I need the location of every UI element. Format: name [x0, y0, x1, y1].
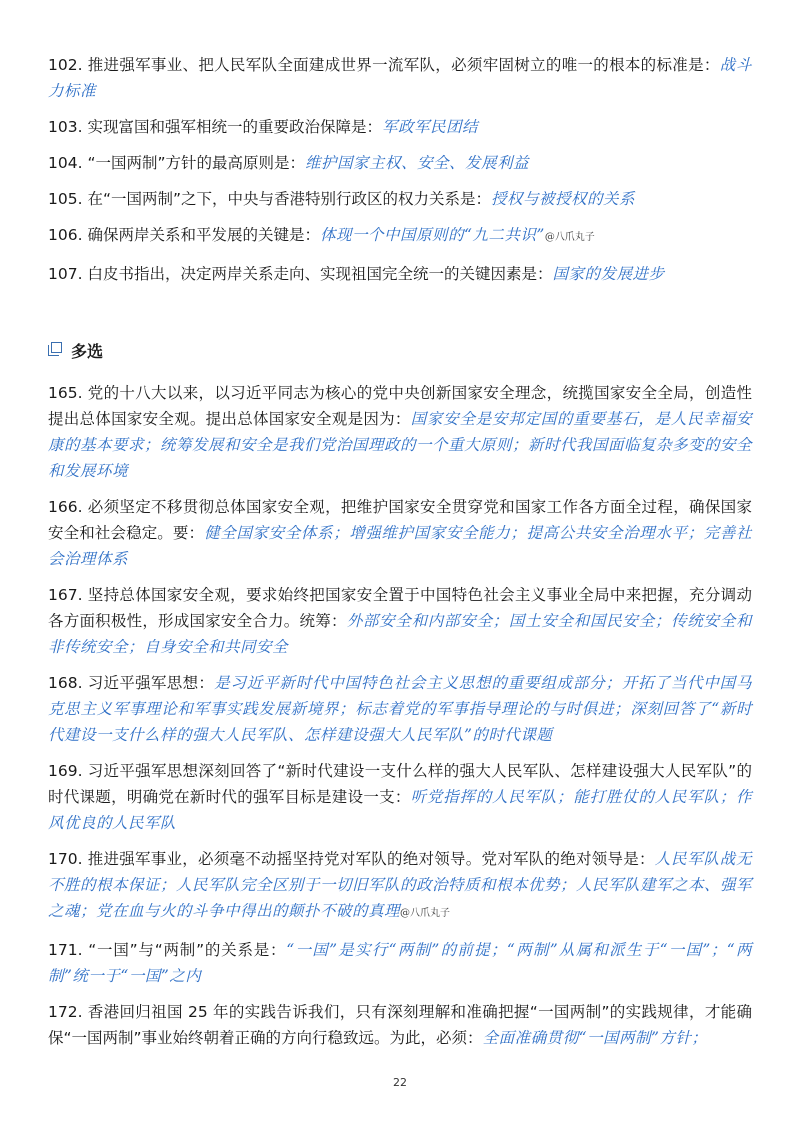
question-text: 168. 习近平强军思想：	[48, 674, 215, 692]
answer-text: 军政军民团结	[381, 118, 478, 136]
question-text: 170. 推进强军事业，必须毫不动摇坚持党对军队的绝对领导。党对军队的绝对领导是：	[48, 850, 655, 868]
answer-text: 外部安全和内部安全；国土安全和国民安全；传统安全和非传统安全；自身安全和共同安全	[48, 612, 752, 656]
answer-text: 授权与被授权的关系	[491, 190, 636, 208]
question-text: 166. 必须坚定不移贯彻总体国家安全观，把维护国家安全贯穿党和国家工作各方面全过程，确保国家安全和社会稳定。要：	[48, 498, 752, 542]
section-heading-multi	[48, 339, 752, 362]
question-text: 172. 香港回归祖国 25 年的实践告诉我们，只有深刻理解和准确把握“一国两制”的实践规律，才能确保“一国两制”事业始终朝着正确的方向行稳致远。为此，必须：	[48, 1003, 752, 1047]
answer-text: 国家安全是安邦定国的重要基石，是人民幸福安康的基本要求；统筹发展和安全是我们党治国理政的一个重大原则；新时代我国面临复杂多变的安全和发展环境	[48, 410, 753, 480]
question-text: 107. 白皮书指出，决定两岸关系走向、实现祖国完全统一的关键因素是：	[48, 265, 553, 283]
question-text: 171. “一国”与“两制”的关系是：	[48, 941, 287, 959]
answer-text: “一国”是实行“两制”的前提；“两制”从属和派生于“一国”；“两制”统一于“一国”之内	[48, 941, 753, 985]
section-title: 多选	[71, 342, 104, 361]
answer-text: 听党指挥的人民军队；能打胜仗的人民军队；作风优良的人民军队	[48, 788, 752, 832]
question-item	[48, 261, 752, 287]
watermark-text: @八爪丸子	[400, 908, 451, 919]
multi-choice-list	[48, 380, 752, 1051]
watermark-text: @八爪丸子	[544, 232, 595, 243]
question-item	[48, 999, 752, 1051]
answer-text: 维护国家主权、安全、发展利益	[305, 154, 530, 172]
answer-text: 健全国家安全体系；增强维护国家安全能力；提高公共安全治理水平；完善社会治理体系	[48, 524, 752, 568]
question-item	[48, 846, 752, 927]
answer-text: 国家的发展进步	[552, 265, 665, 283]
question-item	[48, 114, 752, 140]
question-item	[48, 222, 752, 251]
question-item	[48, 937, 752, 989]
answer-text: 人民军队战无不胜的根本保证；人民军队完全区别于一切旧军队的政治特质和根本优势；人民军队建军之本、强军之魂；党在血与火的斗争中得出的颠扑不破的真理	[48, 850, 753, 920]
single-choice-list	[48, 52, 752, 287]
question-item	[48, 582, 752, 660]
question-text: 102. 推进强军事业、把人民军队全面建成世界一流军队，必须牢固树立的唯一的根本的标准是：	[48, 56, 720, 74]
question-item	[48, 380, 752, 484]
question-text: 103. 实现富国和强军相统一的重要政治保障是：	[48, 118, 382, 136]
question-item	[48, 186, 752, 212]
checkbox-icon	[48, 345, 59, 356]
answer-text: 体现一个中国原则的“九二共识”	[319, 226, 545, 244]
question-text: 169. 习近平强军思想深刻回答了“新时代建设一支什么样的强大人民军队、怎样建设强大人民军队”的时代课题，明确党在新时代的强军目标是建设一支：	[48, 762, 752, 806]
answer-text: 是习近平新时代中国特色社会主义思想的重要组成部分；开拓了当代中国马克思主义军事理论和军事实践发展新境界；标志着党的军事指导理论的与时俱进；深刻回答了“新时代建设一支什么样的强大人民军队、怎样建设强大人民军队”的时代课题	[48, 674, 752, 744]
question-item	[48, 670, 752, 748]
answer-text: 战斗力标准	[48, 56, 752, 100]
question-text: 167. 坚持总体国家安全观，要求始终把国家安全置于中国特色社会主义事业全局中来把握，充分调动各方面积极性，形成国家安全合力。统筹：	[48, 586, 752, 630]
question-text: 165. 党的十八大以来，以习近平同志为核心的党中央创新国家安全理念，统揽国家安全全局，创造性提出总体国家安全观。提出总体国家安全观是因为：	[48, 384, 752, 428]
question-text: 105. 在“一国两制”之下，中央与香港特别行政区的权力关系是：	[48, 190, 492, 208]
question-item	[48, 758, 752, 836]
page-number: 22	[393, 1076, 407, 1089]
answer-text: 全面准确贯彻“一国两制”方针；	[482, 1029, 708, 1047]
question-text: 104. “一国两制”方针的最高原则是：	[48, 154, 305, 172]
question-item	[48, 494, 752, 572]
question-text: 106. 确保两岸关系和平发展的关键是：	[48, 226, 320, 244]
question-item	[48, 52, 752, 104]
question-item	[48, 150, 752, 176]
